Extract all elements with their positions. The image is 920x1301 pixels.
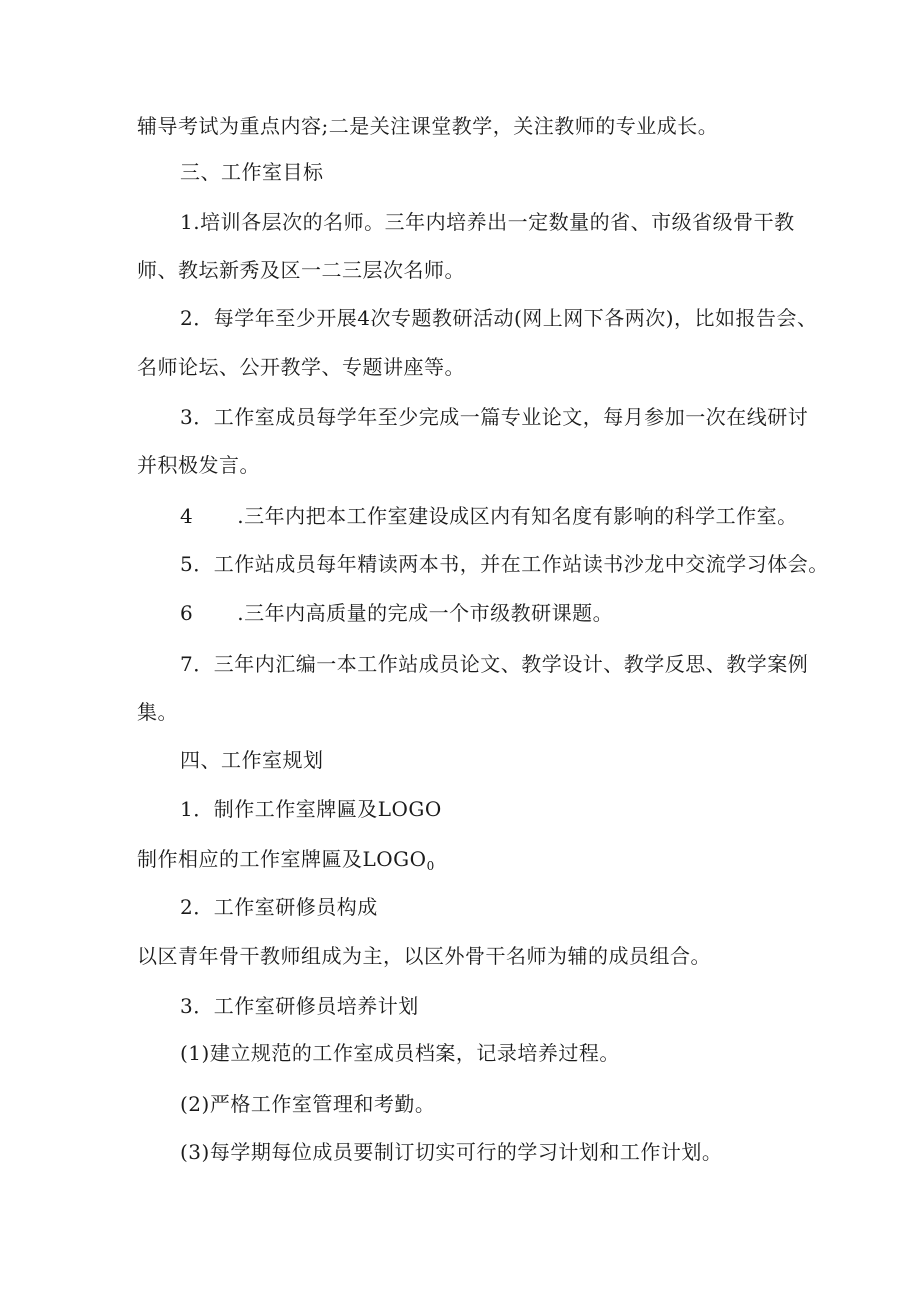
list-item-line: (1)建立规范的工作室成员档案，记录培养过程。: [180, 1041, 620, 1065]
section-heading: 三、工作室目标: [180, 160, 324, 184]
paragraph-line: [137, 847, 435, 878]
list-item-continuation: 集。: [137, 700, 178, 724]
list-item-text: .三年内把本工作室建设成区内有知名度有影响的科学工作室。: [237, 504, 798, 528]
paragraph-text: 制作相应的工作室牌匾及LOGO: [137, 847, 427, 871]
list-item-line: 2．每学年至少开展4次专题教研活动(网上网下各两次)，比如报告会、: [180, 306, 818, 330]
list-item-line: 7．三年内汇编一本工作站成员论文、教学设计、教学反思、教学案例: [180, 652, 809, 676]
list-item-line: (3)每学期每位成员要制订切实可行的学习计划和工作计划。: [180, 1140, 723, 1164]
paragraph-line: 辅导考试为重点内容;二是关注课堂教学，关注教师的专业成长。: [137, 114, 719, 138]
list-item-line: 3．工作室成员每学年至少完成一篇专业论文，每月参加一次在线研讨: [180, 405, 809, 429]
list-item-line: [180, 601, 613, 625]
list-item-line: 1.培训各层次的名师。三年内培养出一定数量的省、市级省级骨干教: [180, 210, 795, 234]
subsection-heading: 1．制作工作室牌匾及LOGO: [180, 797, 442, 821]
subsection-heading: 3．工作室研修员培养计划: [180, 994, 419, 1018]
list-item-continuation: 名师论坛、公开教学、专题讲座等。: [137, 355, 465, 379]
list-item-number: 4: [180, 504, 194, 528]
trailing-subscript: 0: [426, 859, 435, 873]
list-item-line: (2)严格工作室管理和考勤。: [180, 1092, 436, 1116]
list-item-continuation: 并积极发言。: [137, 453, 260, 477]
list-item-line: 5．工作站成员每年精读两本书，并在工作站读书沙龙中交流学习体会。: [180, 552, 829, 576]
section-heading: 四、工作室规划: [180, 748, 324, 772]
list-item-line: [180, 504, 798, 528]
list-item-number: 6: [180, 601, 194, 625]
list-item-continuation: 师、教坛新秀及区一二三层次名师。: [137, 258, 465, 282]
paragraph-line: 以区青年骨干教师组成为主，以区外骨干名师为辅的成员组合。: [137, 944, 711, 968]
list-item-text: .三年内高质量的完成一个市级教研课题。: [237, 601, 614, 625]
subsection-heading: 2．工作室研修员构成: [180, 895, 378, 919]
